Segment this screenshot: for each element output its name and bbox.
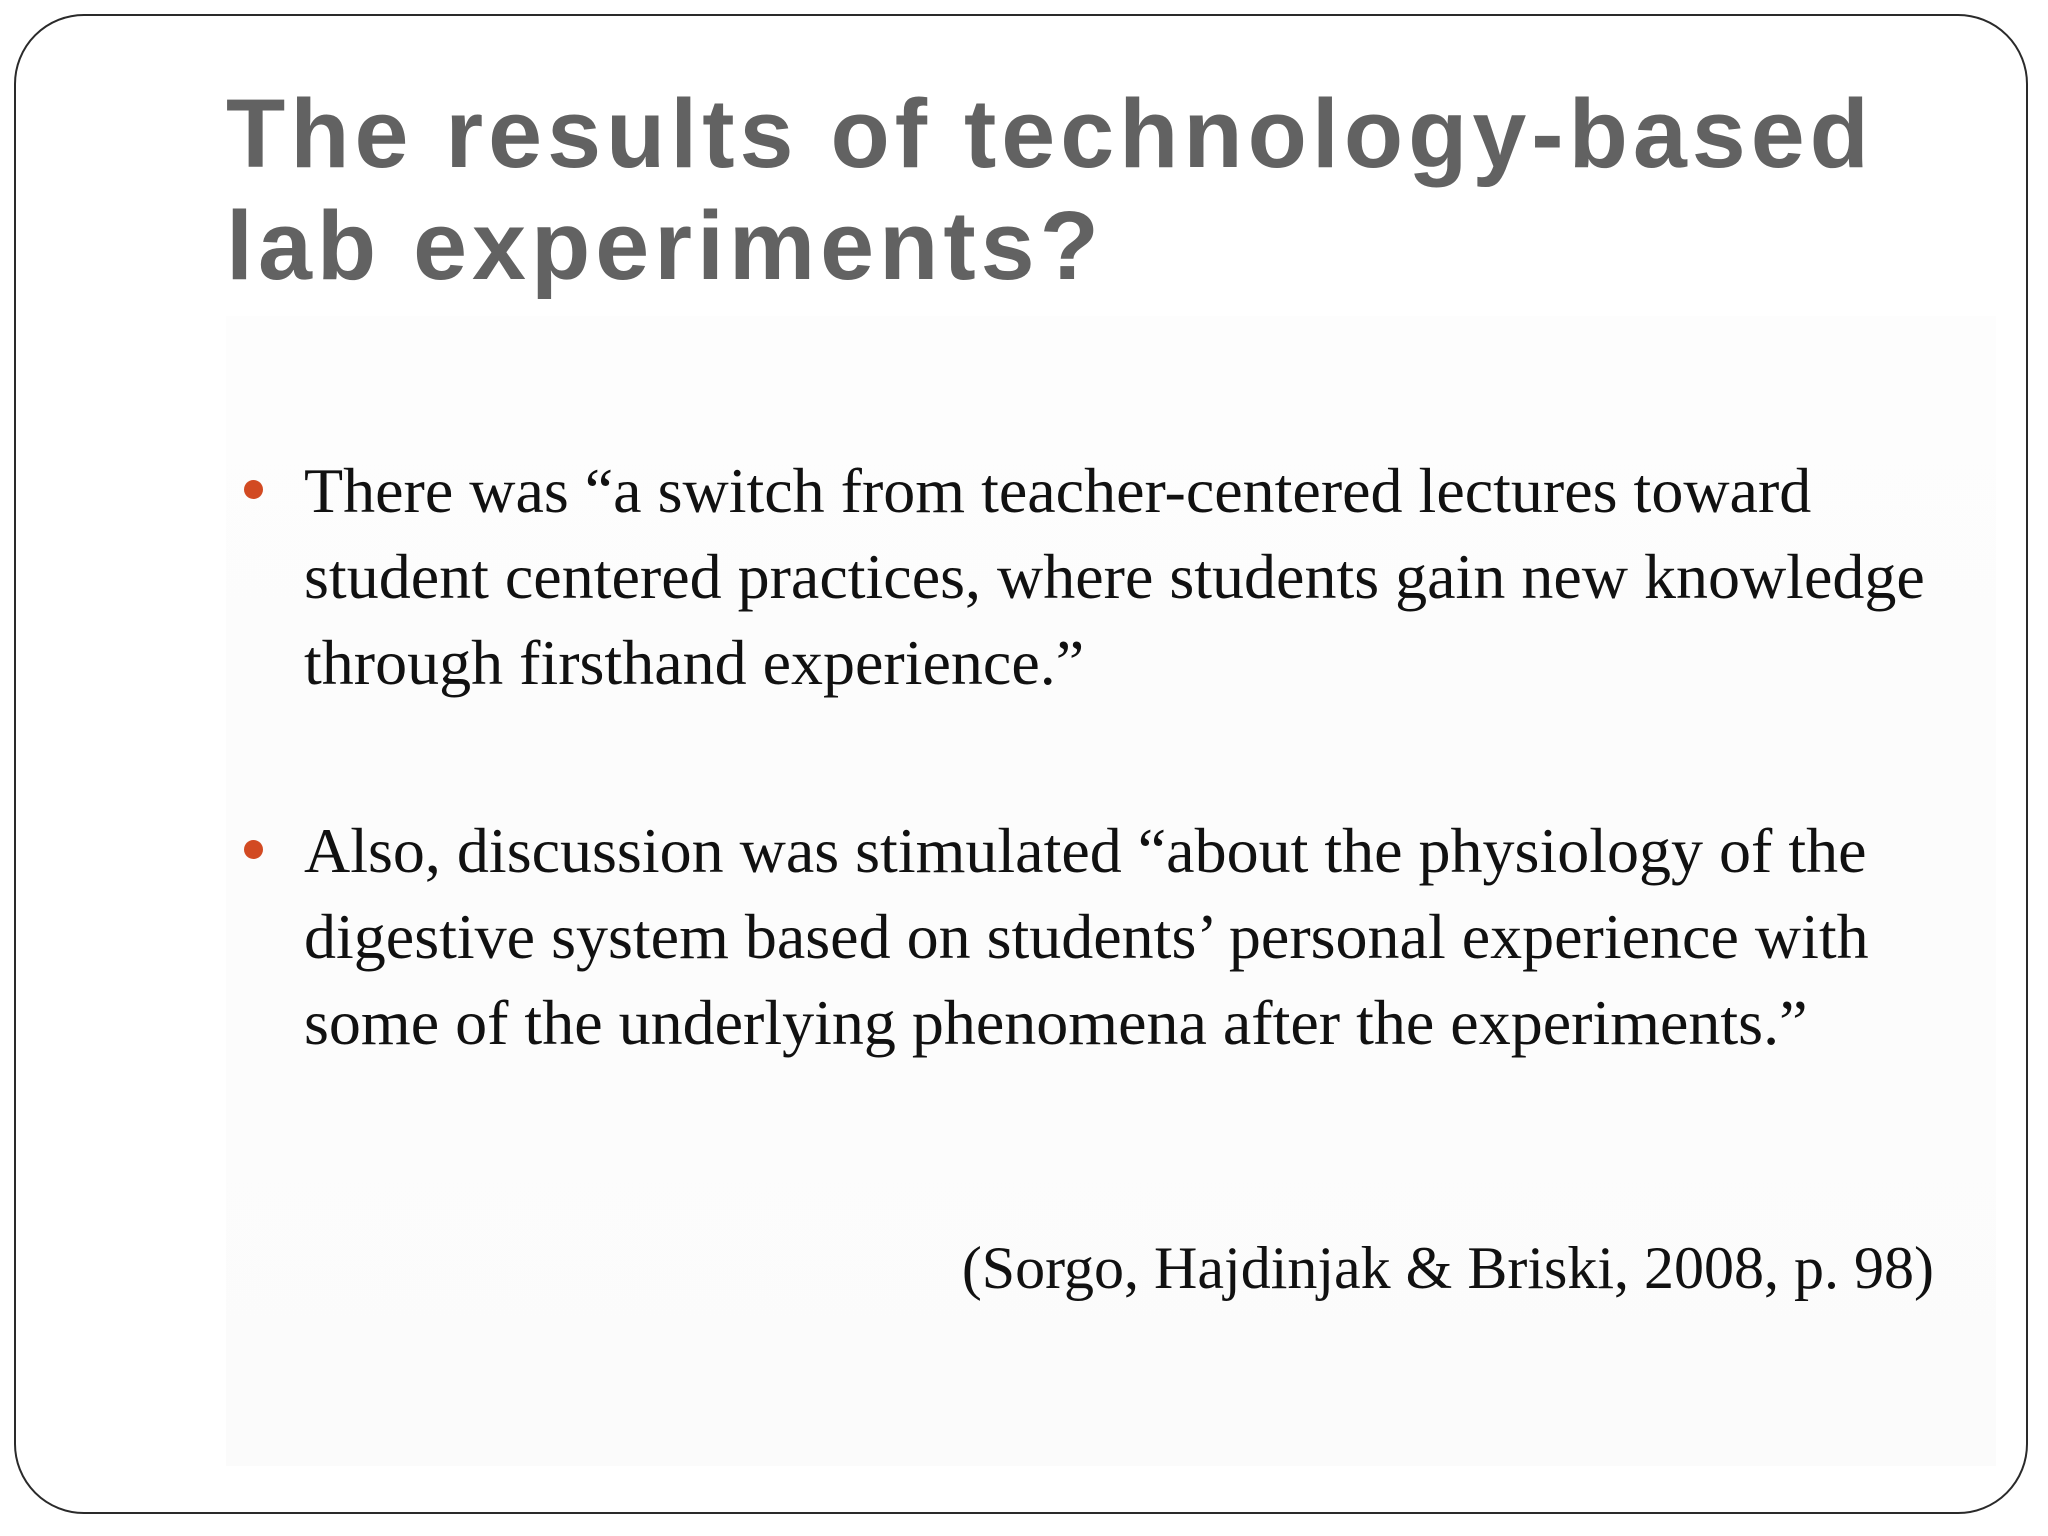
bullet-list bbox=[226, 448, 1986, 1168]
bullet-dot-icon bbox=[244, 840, 263, 859]
slide-title: The results of technology-based lab experiments? bbox=[226, 79, 1874, 300]
bullet-text: There was “a switch from teacher-centered lectures toward student centered practices, where students gain new knowledge through firsthand experience.” bbox=[304, 455, 1925, 698]
bullet-item bbox=[226, 448, 1986, 706]
slide bbox=[14, 14, 2028, 1514]
bullet-item bbox=[226, 808, 1986, 1066]
citation: (Sorgo, Hajdinjak & Briski, 2008, p. 98) bbox=[961, 1235, 1934, 1301]
bullet-text: Also, discussion was stimulated “about the physiology of the digestive system based on students’ personal experience with some of the underlying phenomena after the experiments.” bbox=[304, 815, 1869, 1058]
bullet-dot-icon bbox=[244, 480, 263, 499]
